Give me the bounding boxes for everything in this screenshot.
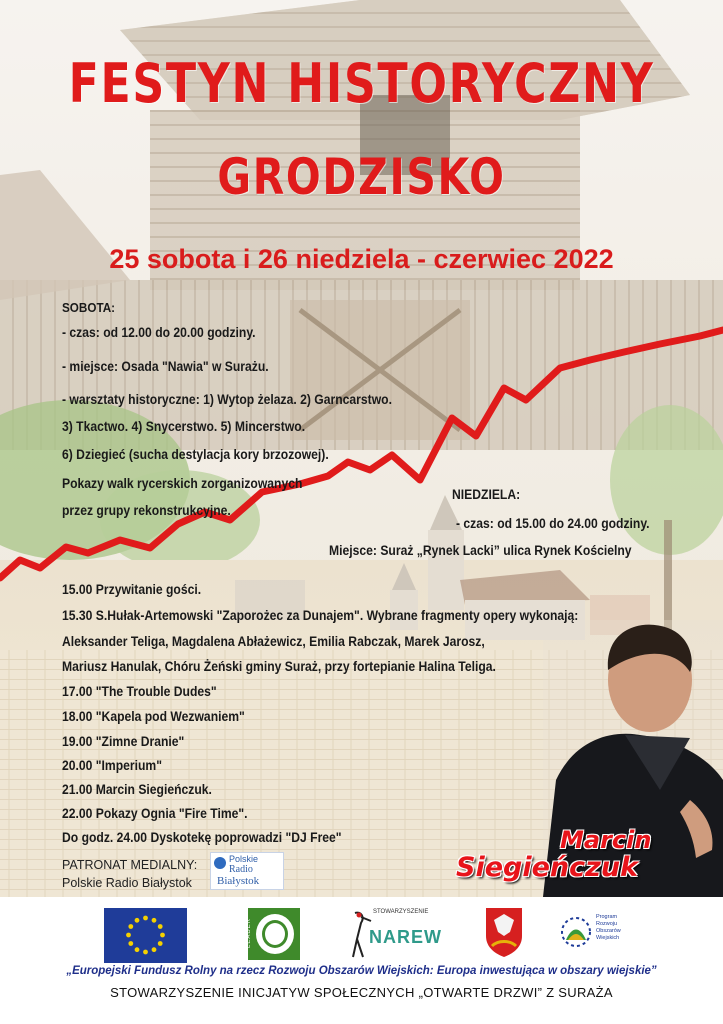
prow-line: Rozwoju xyxy=(596,921,618,927)
event-dates: 25 sobota i 26 niedziela - czerwiec 2022 xyxy=(109,244,614,274)
sunday-time: - czas: od 15.00 do 24.00 godziny. xyxy=(456,516,650,531)
program-item: 15.00 Przywitanie gości. xyxy=(62,582,202,597)
program-item: Do godz. 24.00 Dyskotekę poprowadzi "DJ Free" xyxy=(62,830,342,845)
artist-first-name: Marcin xyxy=(560,826,652,854)
program-item: 19.00 "Zimne Dranie" xyxy=(62,734,185,749)
program-item: 21.00 Marcin Siegieńczuk. xyxy=(62,782,212,797)
program-item: 17.00 "The Trouble Dudes" xyxy=(62,684,217,699)
saturday-line: przez grupy rekonstrukcyjne. xyxy=(62,503,231,518)
program-item: 20.00 "Imperium" xyxy=(62,758,162,773)
coat-of-arms-icon xyxy=(484,906,524,958)
saturday-line: - miejsce: Osada "Nawia" w Surażu. xyxy=(62,359,269,374)
artist-last-name: Siegieńczuk xyxy=(456,852,639,883)
narew-label: NAREW xyxy=(369,927,442,947)
saturday-line: - warsztaty historyczne: 1) Wytop żelaza. 2) Garncarstwo. xyxy=(62,392,392,407)
sunday-heading: NIEDZIELA: xyxy=(452,487,521,502)
program-item: 18.00 "Kapela pod Wezwaniem" xyxy=(62,709,245,724)
poster-title: FESTYN HISTORYCZNY xyxy=(68,52,655,115)
radio-logo-line: Białystok xyxy=(217,875,260,887)
prow-line: Obszarów xyxy=(596,928,621,934)
leader-leaf-icon xyxy=(262,920,288,948)
program-item: Aleksander Teliga, Magdalena Abłażewicz, Emilia Rabczak, Marek Jarosz, xyxy=(62,634,485,649)
radio-icon xyxy=(214,857,226,869)
program-item: 15.30 S.Hułak-Artemowski "Zaporożec za Dunajem". Wybrane fragmenty opery wykonają: xyxy=(62,608,579,623)
radio-logo-line: Polskie xyxy=(229,854,259,864)
radio-bialystok-logo xyxy=(210,852,284,890)
narew-top-label: STOWARZYSZENIE xyxy=(373,909,429,915)
program-item: 22.00 Pokazy Ognia "Fire Time". xyxy=(62,806,248,821)
prow-stars-icon xyxy=(556,912,596,952)
leader-logo xyxy=(248,908,300,960)
funding-quote: „Europejski Fundusz Rolny na rzecz Rozwoju Obszarów Wiejskich: Europa inwestująca w obszary wiejskie” xyxy=(66,965,657,977)
radio-logo-line: Radio xyxy=(229,864,253,875)
patronat-name: Polskie Radio Białystok xyxy=(62,876,192,890)
patronat-label: PATRONAT MEDIALNY: xyxy=(62,858,198,872)
leader-label: LEADER xyxy=(246,917,253,949)
saturday-line: - czas: od 12.00 do 20.00 godziny. xyxy=(62,325,256,340)
association-name: STOWARZYSZENIE INICJATYW SPOŁECZNYCH „OTWARTE DRZWI” Z SURAŻA xyxy=(110,985,613,1000)
prow-line: Program xyxy=(596,914,618,920)
prow-logo xyxy=(556,906,626,960)
sunday-place: Miejsce: Suraż „Rynek Lacki” ulica Rynek Kościelny xyxy=(329,543,632,558)
prow-line: Wiejskich xyxy=(596,935,620,941)
saturday-line: Pokazy walk rycerskich zorganizowanych xyxy=(62,476,303,491)
poster-subtitle: GRODZISKO xyxy=(217,148,506,206)
eu-flag-icon xyxy=(104,908,187,963)
saturday-line: 3) Tkactwo. 4) Snycerstwo. 5) Mincerstwo. xyxy=(62,419,306,434)
saturday-heading: SOBOTA: xyxy=(62,300,116,315)
saturday-line: 6) Dziegieć (sucha destylacja kory brzozowej). xyxy=(62,447,329,462)
program-item: Mariusz Hanulak, Chóru Żeński gminy Suraż, przy fortepianie Halina Teliga. xyxy=(62,659,496,674)
narew-logo xyxy=(343,905,445,963)
